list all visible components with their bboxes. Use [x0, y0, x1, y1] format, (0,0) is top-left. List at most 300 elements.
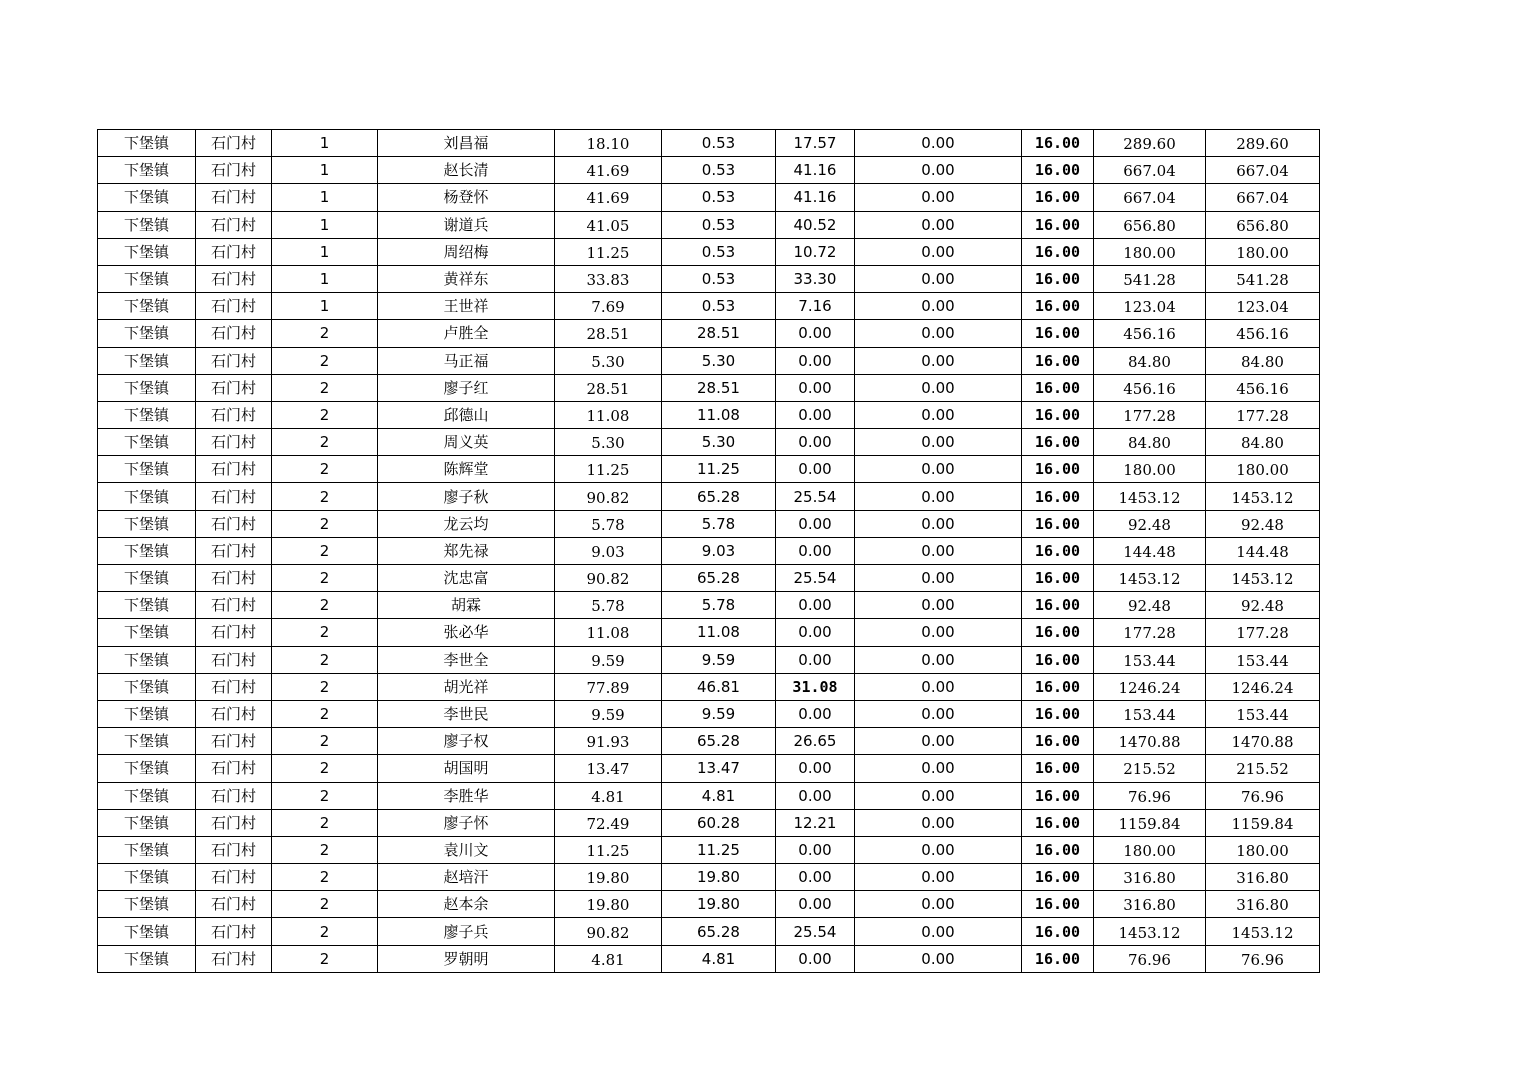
- total-area-cell: 11.08: [555, 619, 662, 646]
- payout-cell: 215.52: [1206, 755, 1320, 782]
- amount-cell: 667.04: [1094, 184, 1206, 211]
- area-b-cell: 0.00: [776, 510, 855, 537]
- village-cell: 石门村: [196, 700, 272, 727]
- rate-cell: 16.00: [1022, 374, 1094, 401]
- amount-cell: 456.16: [1094, 374, 1206, 401]
- group-cell: 2: [272, 646, 378, 673]
- area-c-cell: 0.00: [855, 809, 1022, 836]
- total-area-cell: 90.82: [555, 483, 662, 510]
- table-row: [98, 864, 1320, 891]
- rate-cell: 16.00: [1022, 755, 1094, 782]
- group-cell: 2: [272, 565, 378, 592]
- area-c-cell: 0.00: [855, 891, 1022, 918]
- group-cell: 2: [272, 809, 378, 836]
- rate-cell: 16.00: [1022, 293, 1094, 320]
- area-b-cell: 25.54: [776, 565, 855, 592]
- village-cell: 石门村: [196, 211, 272, 238]
- name-cell: 李世民: [378, 700, 555, 727]
- village-cell: 石门村: [196, 646, 272, 673]
- area-c-cell: 0.00: [855, 320, 1022, 347]
- group-cell: 2: [272, 347, 378, 374]
- group-cell: 2: [272, 320, 378, 347]
- name-cell: 刘昌福: [378, 130, 555, 157]
- table-row: [98, 918, 1320, 945]
- village-cell: 石门村: [196, 565, 272, 592]
- village-cell: 石门村: [196, 320, 272, 347]
- area-b-cell: 10.72: [776, 238, 855, 265]
- group-cell: 2: [272, 429, 378, 456]
- table-row: [98, 565, 1320, 592]
- payout-cell: 289.60: [1206, 130, 1320, 157]
- amount-cell: 1246.24: [1094, 673, 1206, 700]
- total-area-cell: 11.25: [555, 238, 662, 265]
- table-row: [98, 483, 1320, 510]
- town-cell: 下堡镇: [98, 238, 196, 265]
- village-cell: 石门村: [196, 238, 272, 265]
- area-a-cell: 11.08: [662, 619, 776, 646]
- area-a-cell: 19.80: [662, 891, 776, 918]
- name-cell: 赵本余: [378, 891, 555, 918]
- area-c-cell: 0.00: [855, 238, 1022, 265]
- town-cell: 下堡镇: [98, 782, 196, 809]
- rate-cell: 16.00: [1022, 347, 1094, 374]
- group-cell: 2: [272, 673, 378, 700]
- town-cell: 下堡镇: [98, 836, 196, 863]
- area-b-cell: 26.65: [776, 728, 855, 755]
- total-area-cell: 77.89: [555, 673, 662, 700]
- group-cell: 2: [272, 537, 378, 564]
- table-row: [98, 211, 1320, 238]
- payout-cell: 1453.12: [1206, 565, 1320, 592]
- town-cell: 下堡镇: [98, 157, 196, 184]
- total-area-cell: 90.82: [555, 918, 662, 945]
- village-cell: 石门村: [196, 130, 272, 157]
- total-area-cell: 91.93: [555, 728, 662, 755]
- area-c-cell: 0.00: [855, 592, 1022, 619]
- area-a-cell: 19.80: [662, 864, 776, 891]
- total-area-cell: 5.30: [555, 429, 662, 456]
- name-cell: 罗朝明: [378, 945, 555, 972]
- village-cell: 石门村: [196, 429, 272, 456]
- area-b-cell: 0.00: [776, 782, 855, 809]
- total-area-cell: 5.78: [555, 592, 662, 619]
- table-row: [98, 673, 1320, 700]
- name-cell: 周绍梅: [378, 238, 555, 265]
- total-area-cell: 19.80: [555, 891, 662, 918]
- rate-cell: 16.00: [1022, 211, 1094, 238]
- payout-cell: 144.48: [1206, 537, 1320, 564]
- group-cell: 2: [272, 755, 378, 782]
- area-b-cell: 0.00: [776, 374, 855, 401]
- amount-cell: 1470.88: [1094, 728, 1206, 755]
- area-b-cell: 0.00: [776, 347, 855, 374]
- name-cell: 杨登怀: [378, 184, 555, 211]
- group-cell: 2: [272, 619, 378, 646]
- amount-cell: 456.16: [1094, 320, 1206, 347]
- town-cell: 下堡镇: [98, 918, 196, 945]
- name-cell: 谢道兵: [378, 211, 555, 238]
- amount-cell: 316.80: [1094, 864, 1206, 891]
- name-cell: 邱德山: [378, 401, 555, 428]
- area-b-cell: 0.00: [776, 864, 855, 891]
- amount-cell: 215.52: [1094, 755, 1206, 782]
- total-area-cell: 33.83: [555, 265, 662, 292]
- amount-cell: 153.44: [1094, 700, 1206, 727]
- table-row: [98, 836, 1320, 863]
- group-cell: 2: [272, 864, 378, 891]
- area-c-cell: 0.00: [855, 456, 1022, 483]
- area-a-cell: 9.59: [662, 646, 776, 673]
- total-area-cell: 9.59: [555, 700, 662, 727]
- village-cell: 石门村: [196, 184, 272, 211]
- area-c-cell: 0.00: [855, 673, 1022, 700]
- town-cell: 下堡镇: [98, 401, 196, 428]
- total-area-cell: 90.82: [555, 565, 662, 592]
- town-cell: 下堡镇: [98, 945, 196, 972]
- table-row: [98, 809, 1320, 836]
- town-cell: 下堡镇: [98, 537, 196, 564]
- name-cell: 沈忠富: [378, 565, 555, 592]
- payout-cell: 76.96: [1206, 945, 1320, 972]
- area-b-cell: 25.54: [776, 483, 855, 510]
- area-b-cell: 0.00: [776, 891, 855, 918]
- area-c-cell: 0.00: [855, 265, 1022, 292]
- area-a-cell: 11.08: [662, 401, 776, 428]
- rate-cell: 16.00: [1022, 945, 1094, 972]
- village-cell: 石门村: [196, 293, 272, 320]
- table-row: [98, 184, 1320, 211]
- table-row: [98, 320, 1320, 347]
- area-c-cell: 0.00: [855, 728, 1022, 755]
- area-c-cell: 0.00: [855, 293, 1022, 320]
- area-b-cell: 0.00: [776, 320, 855, 347]
- payout-cell: 1470.88: [1206, 728, 1320, 755]
- area-b-cell: 0.00: [776, 456, 855, 483]
- village-cell: 石门村: [196, 265, 272, 292]
- area-c-cell: 0.00: [855, 374, 1022, 401]
- area-c-cell: 0.00: [855, 510, 1022, 537]
- payout-cell: 456.16: [1206, 374, 1320, 401]
- total-area-cell: 28.51: [555, 374, 662, 401]
- town-cell: 下堡镇: [98, 320, 196, 347]
- table-row: [98, 728, 1320, 755]
- area-a-cell: 9.03: [662, 537, 776, 564]
- amount-cell: 316.80: [1094, 891, 1206, 918]
- village-cell: 石门村: [196, 537, 272, 564]
- area-b-cell: 41.16: [776, 157, 855, 184]
- name-cell: 黄祥东: [378, 265, 555, 292]
- total-area-cell: 28.51: [555, 320, 662, 347]
- group-cell: 1: [272, 184, 378, 211]
- name-cell: 胡光祥: [378, 673, 555, 700]
- town-cell: 下堡镇: [98, 700, 196, 727]
- town-cell: 下堡镇: [98, 809, 196, 836]
- table-row: [98, 891, 1320, 918]
- village-cell: 石门村: [196, 401, 272, 428]
- payout-cell: 316.80: [1206, 891, 1320, 918]
- payout-cell: 92.48: [1206, 510, 1320, 537]
- area-c-cell: 0.00: [855, 347, 1022, 374]
- village-cell: 石门村: [196, 755, 272, 782]
- village-cell: 石门村: [196, 891, 272, 918]
- area-a-cell: 11.25: [662, 836, 776, 863]
- group-cell: 2: [272, 700, 378, 727]
- area-b-cell: 17.57: [776, 130, 855, 157]
- payout-cell: 456.16: [1206, 320, 1320, 347]
- area-a-cell: 0.53: [662, 157, 776, 184]
- village-cell: 石门村: [196, 374, 272, 401]
- area-a-cell: 4.81: [662, 782, 776, 809]
- amount-cell: 1453.12: [1094, 483, 1206, 510]
- village-cell: 石门村: [196, 728, 272, 755]
- area-a-cell: 0.53: [662, 130, 776, 157]
- area-c-cell: 0.00: [855, 157, 1022, 184]
- area-a-cell: 5.78: [662, 592, 776, 619]
- amount-cell: 92.48: [1094, 592, 1206, 619]
- name-cell: 龙云均: [378, 510, 555, 537]
- rate-cell: 16.00: [1022, 537, 1094, 564]
- table-row: [98, 619, 1320, 646]
- area-c-cell: 0.00: [855, 429, 1022, 456]
- amount-cell: 144.48: [1094, 537, 1206, 564]
- name-cell: 张必华: [378, 619, 555, 646]
- area-c-cell: 0.00: [855, 537, 1022, 564]
- rate-cell: 16.00: [1022, 265, 1094, 292]
- area-c-cell: 0.00: [855, 864, 1022, 891]
- group-cell: 1: [272, 238, 378, 265]
- table-row: [98, 700, 1320, 727]
- town-cell: 下堡镇: [98, 130, 196, 157]
- rate-cell: 16.00: [1022, 130, 1094, 157]
- table-row: [98, 945, 1320, 972]
- payout-cell: 180.00: [1206, 238, 1320, 265]
- town-cell: 下堡镇: [98, 755, 196, 782]
- area-b-cell: 0.00: [776, 755, 855, 782]
- rate-cell: 16.00: [1022, 728, 1094, 755]
- rate-cell: 16.00: [1022, 836, 1094, 863]
- area-c-cell: 0.00: [855, 483, 1022, 510]
- village-cell: 石门村: [196, 157, 272, 184]
- village-cell: 石门村: [196, 347, 272, 374]
- group-cell: 2: [272, 891, 378, 918]
- group-cell: 1: [272, 293, 378, 320]
- amount-cell: 153.44: [1094, 646, 1206, 673]
- amount-cell: 1453.12: [1094, 918, 1206, 945]
- town-cell: 下堡镇: [98, 646, 196, 673]
- name-cell: 廖子红: [378, 374, 555, 401]
- town-cell: 下堡镇: [98, 483, 196, 510]
- payout-cell: 541.28: [1206, 265, 1320, 292]
- amount-cell: 92.48: [1094, 510, 1206, 537]
- town-cell: 下堡镇: [98, 619, 196, 646]
- area-c-cell: 0.00: [855, 401, 1022, 428]
- amount-cell: 180.00: [1094, 238, 1206, 265]
- area-a-cell: 60.28: [662, 809, 776, 836]
- village-cell: 石门村: [196, 782, 272, 809]
- total-area-cell: 4.81: [555, 945, 662, 972]
- rate-cell: 16.00: [1022, 483, 1094, 510]
- village-cell: 石门村: [196, 510, 272, 537]
- table-body: [98, 130, 1320, 973]
- group-cell: 2: [272, 510, 378, 537]
- area-a-cell: 65.28: [662, 728, 776, 755]
- rate-cell: 16.00: [1022, 565, 1094, 592]
- name-cell: 胡国明: [378, 755, 555, 782]
- group-cell: 1: [272, 130, 378, 157]
- area-b-cell: 12.21: [776, 809, 855, 836]
- group-cell: 1: [272, 157, 378, 184]
- total-area-cell: 9.59: [555, 646, 662, 673]
- village-cell: 石门村: [196, 945, 272, 972]
- table-row: [98, 429, 1320, 456]
- table-row: [98, 510, 1320, 537]
- name-cell: 胡霖: [378, 592, 555, 619]
- area-c-cell: 0.00: [855, 211, 1022, 238]
- area-a-cell: 65.28: [662, 483, 776, 510]
- total-area-cell: 41.69: [555, 157, 662, 184]
- amount-cell: 84.80: [1094, 347, 1206, 374]
- total-area-cell: 13.47: [555, 755, 662, 782]
- payout-cell: 123.04: [1206, 293, 1320, 320]
- group-cell: 2: [272, 918, 378, 945]
- payout-cell: 1246.24: [1206, 673, 1320, 700]
- area-c-cell: 0.00: [855, 619, 1022, 646]
- village-cell: 石门村: [196, 809, 272, 836]
- amount-cell: 667.04: [1094, 157, 1206, 184]
- table-row: [98, 646, 1320, 673]
- amount-cell: 76.96: [1094, 945, 1206, 972]
- total-area-cell: 11.25: [555, 836, 662, 863]
- table-row: [98, 537, 1320, 564]
- name-cell: 赵长清: [378, 157, 555, 184]
- payout-cell: 153.44: [1206, 646, 1320, 673]
- name-cell: 廖子权: [378, 728, 555, 755]
- area-a-cell: 0.53: [662, 265, 776, 292]
- total-area-cell: 11.25: [555, 456, 662, 483]
- name-cell: 廖子怀: [378, 809, 555, 836]
- amount-cell: 541.28: [1094, 265, 1206, 292]
- village-cell: 石门村: [196, 864, 272, 891]
- area-a-cell: 13.47: [662, 755, 776, 782]
- group-cell: 2: [272, 728, 378, 755]
- total-area-cell: 4.81: [555, 782, 662, 809]
- town-cell: 下堡镇: [98, 728, 196, 755]
- town-cell: 下堡镇: [98, 864, 196, 891]
- area-a-cell: 28.51: [662, 320, 776, 347]
- payout-cell: 316.80: [1206, 864, 1320, 891]
- rate-cell: 16.00: [1022, 782, 1094, 809]
- total-area-cell: 11.08: [555, 401, 662, 428]
- town-cell: 下堡镇: [98, 429, 196, 456]
- area-b-cell: 0.00: [776, 429, 855, 456]
- area-a-cell: 4.81: [662, 945, 776, 972]
- total-area-cell: 9.03: [555, 537, 662, 564]
- rate-cell: 16.00: [1022, 238, 1094, 265]
- rate-cell: 16.00: [1022, 700, 1094, 727]
- rate-cell: 16.00: [1022, 510, 1094, 537]
- payout-cell: 1159.84: [1206, 809, 1320, 836]
- area-a-cell: 5.78: [662, 510, 776, 537]
- area-c-cell: 0.00: [855, 918, 1022, 945]
- payout-cell: 177.28: [1206, 401, 1320, 428]
- rate-cell: 16.00: [1022, 809, 1094, 836]
- table-row: [98, 782, 1320, 809]
- table-row: [98, 347, 1320, 374]
- village-cell: 石门村: [196, 673, 272, 700]
- area-b-cell: 0.00: [776, 836, 855, 863]
- payout-cell: 177.28: [1206, 619, 1320, 646]
- area-b-cell: 41.16: [776, 184, 855, 211]
- name-cell: 赵培汗: [378, 864, 555, 891]
- total-area-cell: 72.49: [555, 809, 662, 836]
- town-cell: 下堡镇: [98, 592, 196, 619]
- table-row: [98, 157, 1320, 184]
- table-row: [98, 401, 1320, 428]
- payout-cell: 84.80: [1206, 429, 1320, 456]
- amount-cell: 1453.12: [1094, 565, 1206, 592]
- area-b-cell: 25.54: [776, 918, 855, 945]
- name-cell: 卢胜全: [378, 320, 555, 347]
- town-cell: 下堡镇: [98, 293, 196, 320]
- table-row: [98, 293, 1320, 320]
- group-cell: 2: [272, 456, 378, 483]
- area-a-cell: 0.53: [662, 211, 776, 238]
- area-a-cell: 5.30: [662, 429, 776, 456]
- area-c-cell: 0.00: [855, 565, 1022, 592]
- payout-cell: 667.04: [1206, 184, 1320, 211]
- group-cell: 2: [272, 945, 378, 972]
- payout-cell: 667.04: [1206, 157, 1320, 184]
- name-cell: 李胜华: [378, 782, 555, 809]
- area-c-cell: 0.00: [855, 184, 1022, 211]
- area-b-cell: 0.00: [776, 592, 855, 619]
- rate-cell: 16.00: [1022, 673, 1094, 700]
- village-cell: 石门村: [196, 483, 272, 510]
- area-a-cell: 65.28: [662, 565, 776, 592]
- area-b-cell: 0.00: [776, 700, 855, 727]
- area-c-cell: 0.00: [855, 782, 1022, 809]
- table-row: [98, 374, 1320, 401]
- payout-cell: 153.44: [1206, 700, 1320, 727]
- rate-cell: 16.00: [1022, 891, 1094, 918]
- area-b-cell: 40.52: [776, 211, 855, 238]
- rate-cell: 16.00: [1022, 157, 1094, 184]
- total-area-cell: 7.69: [555, 293, 662, 320]
- group-cell: 1: [272, 265, 378, 292]
- rate-cell: 16.00: [1022, 646, 1094, 673]
- group-cell: 2: [272, 374, 378, 401]
- payout-cell: 84.80: [1206, 347, 1320, 374]
- area-b-cell: 33.30: [776, 265, 855, 292]
- area-c-cell: 0.00: [855, 836, 1022, 863]
- town-cell: 下堡镇: [98, 673, 196, 700]
- rate-cell: 16.00: [1022, 864, 1094, 891]
- data-table: [97, 129, 1320, 973]
- table-row: [98, 592, 1320, 619]
- area-a-cell: 9.59: [662, 700, 776, 727]
- name-cell: 廖子秋: [378, 483, 555, 510]
- name-cell: 李世全: [378, 646, 555, 673]
- name-cell: 陈辉堂: [378, 456, 555, 483]
- group-cell: 2: [272, 592, 378, 619]
- table-row: [98, 456, 1320, 483]
- rate-cell: 16.00: [1022, 918, 1094, 945]
- payout-cell: 180.00: [1206, 836, 1320, 863]
- amount-cell: 656.80: [1094, 211, 1206, 238]
- group-cell: 2: [272, 836, 378, 863]
- area-c-cell: 0.00: [855, 700, 1022, 727]
- table-row: [98, 755, 1320, 782]
